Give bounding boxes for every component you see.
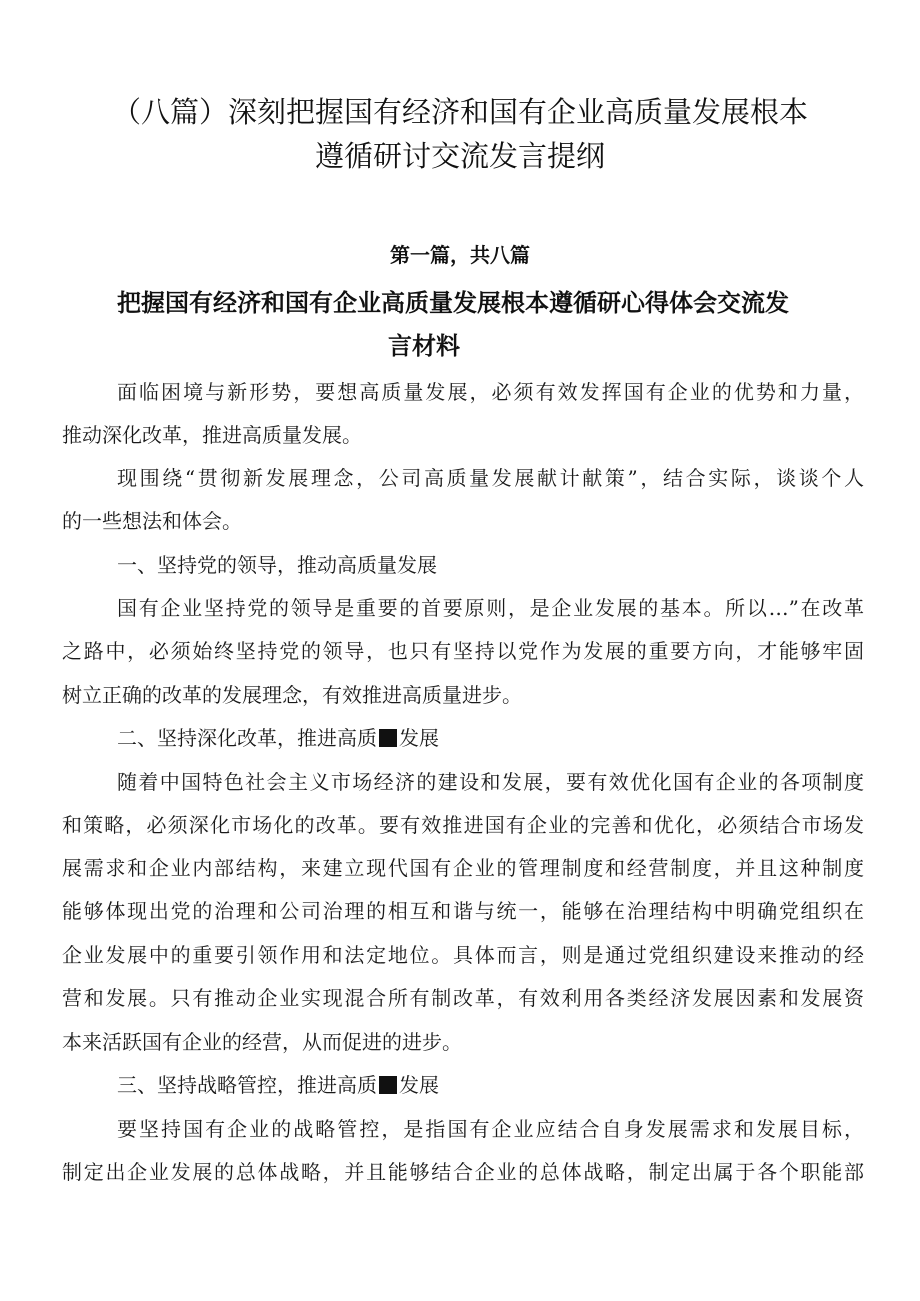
body-line: 推动深化改革，推进高质量发展。 — [62, 423, 362, 447]
body-line: 树立正确的改革的发展理念，有效推进高质量进步。 — [62, 683, 522, 707]
heading-text: 二、坚持深化改革，推进高质 — [117, 726, 377, 750]
body-line: 现围绕“贯彻新发展理念，公司高质量发展献计献策”，结合实际，谈谈个人 — [117, 466, 864, 490]
document-title-line-2: 遵循研讨交流发言提纲 — [314, 139, 605, 173]
section-heading-3 — [117, 1070, 864, 1100]
body-line: 企业发展中的重要引领作用和法定地位。具体而言，则是通过党组织建设来推动的经 — [62, 943, 864, 967]
body-line: 和策略，必须深化市场化的改革。要有效推进国有企业的完善和优化，必须结合市场发 — [62, 813, 864, 837]
body-line: 随着中国特色社会主义市场经济的建设和发展，要有效优化国有企业的各项制度 — [117, 770, 864, 794]
body-line: 展需求和企业内部结构，来建立现代国有企业的管理制度和经营制度，并且这种制度 — [62, 856, 864, 880]
body-line: 本来活跃国有企业的经营，从而促进的进步。 — [62, 1030, 462, 1054]
heading-text-end: 发展 — [399, 726, 439, 750]
section-heading-1: 一、坚持党的领导，推动高质量发展 — [117, 553, 437, 577]
redacted-block-icon — [379, 1076, 397, 1094]
section-heading-2 — [117, 723, 864, 753]
body-line: 之路中，必须始终坚持党的领导，也只有坚持以党作为发展的重要方向，才能够牢固 — [62, 639, 864, 663]
part-label: 第一篇，共八篇 — [390, 243, 530, 267]
body-line: 国有企业坚持党的领导是重要的首要原则，是企业发展的基本。所以…”在改革 — [117, 596, 864, 620]
body-line: 面临困境与新形势，要想高质量发展，必须有效发挥国有企业的优势和力量， — [117, 380, 864, 404]
redacted-block-icon — [379, 729, 397, 747]
body-line: 要坚持国有企业的战略管控，是指国有企业应结合自身发展需求和发展目标， — [117, 1117, 864, 1141]
body-line: 能够体现出党的治理和公司治理的相互和谐与统一，能够在治理结构中明确党组织在 — [62, 899, 864, 923]
article-title-line-1: 把握国有经济和国有企业高质量发展根本遵循研心得体会交流发 — [117, 289, 789, 317]
body-line: 的一些想法和体会。 — [62, 509, 242, 533]
body-line: 营和发展。只有推动企业实现混合所有制改革，有效利用各类经济发展因素和发展资 — [62, 986, 864, 1010]
article-title-line-2: 言材料 — [388, 332, 460, 360]
heading-text-end: 发展 — [399, 1073, 439, 1097]
heading-text: 三、坚持战略管控，推进高质 — [117, 1073, 377, 1097]
document-title-line-1: （八篇）深刻把握国有经济和国有企业高质量发展根本 — [111, 95, 808, 129]
body-line: 制定出企业发展的总体战略，并且能够结合企业的总体战略，制定出属于各个职能部 — [62, 1160, 864, 1184]
